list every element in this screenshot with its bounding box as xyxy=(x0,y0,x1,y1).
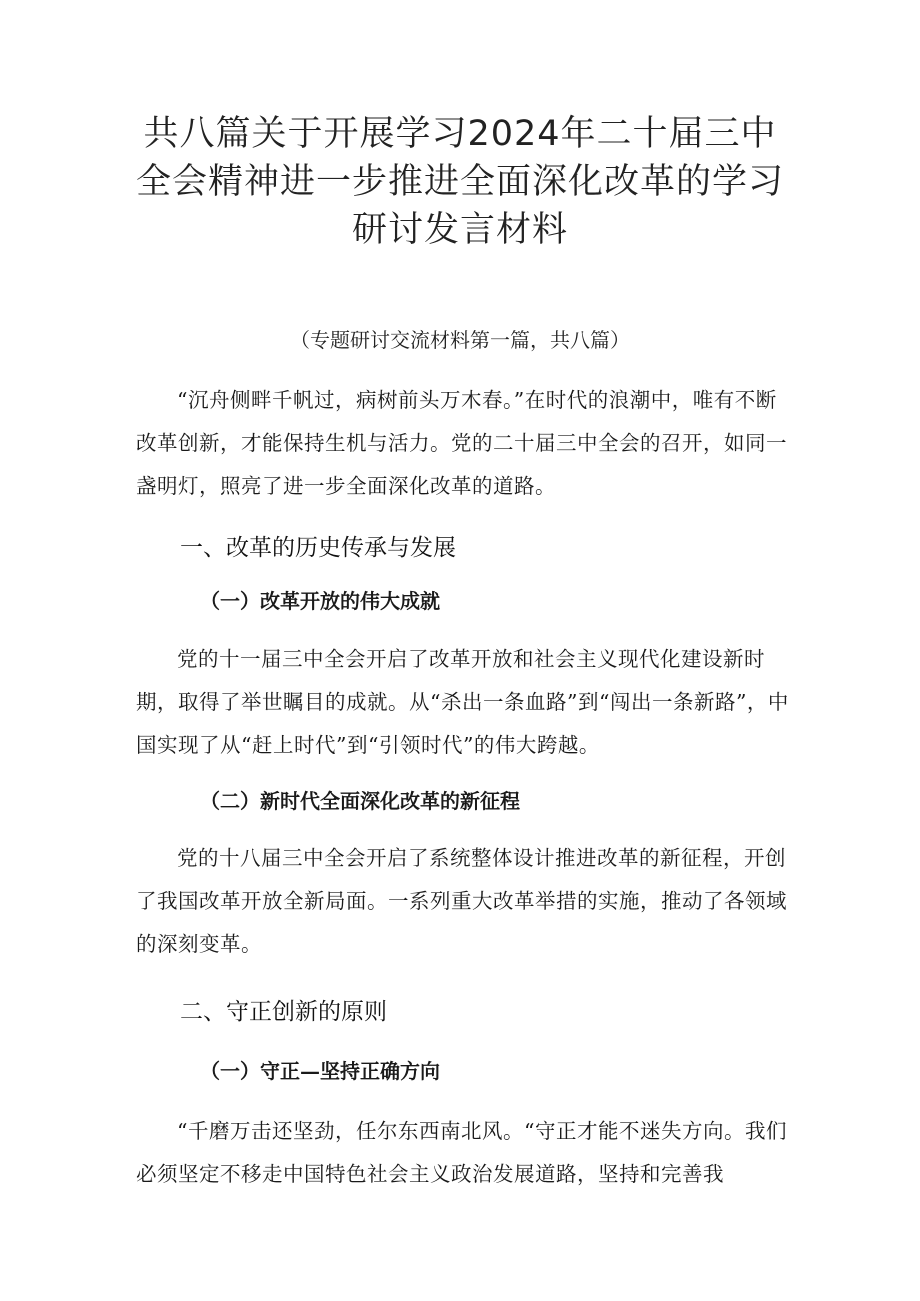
document-title: 共八篇关于开展学习2024年二十届三中全会精神进一步推进全面深化改革的学习研讨发言材料 xyxy=(135,114,784,250)
section-2-1-body: “千磨万击还坚劲，任尔东西南北风。“守正才能不迷失方向。我们必须坚定不移走中国特色社会主义政治发展道路，坚持和完善我 xyxy=(136,1119,787,1186)
section-1-2-heading: （二）新时代全面深化改革的新征程 xyxy=(200,789,520,813)
document-subtitle: （专题研讨交流材料第一篇，共八篇） xyxy=(290,328,630,352)
section-1-heading: 一、改革的历史传承与发展 xyxy=(180,535,456,561)
intro-paragraph: “沉舟侧畔千帆过，病树前头万木春。”在时代的浪潮中，唯有不断改革创新，才能保持生机与活力。党的二十届三中全会的召开，如同一盏明灯，照亮了进一步全面深化改革的道路。 xyxy=(136,388,787,498)
section-1-1-body: 党的十一届三中全会开启了改革开放和社会主义现代化建设新时期，取得了举世瞩目的成就。从“杀出一条血路”到“闯出一条新路”，中国实现了从“赶上时代”到“引领时代”的伟大跨越。 xyxy=(136,647,789,757)
section-1-2-body: 党的十八届三中全会开启了系统整体设计推进改革的新征程，开创了我国改革开放全新局面。一系列重大改革举措的实施，推动了各领域的深刻变革。 xyxy=(136,846,787,956)
section-2-heading: 二、守正创新的原则 xyxy=(180,999,387,1025)
section-1-1-heading: （一）改革开放的伟大成就 xyxy=(200,589,440,613)
section-2-1-heading: （一）守正—坚持正确方向 xyxy=(200,1059,440,1083)
